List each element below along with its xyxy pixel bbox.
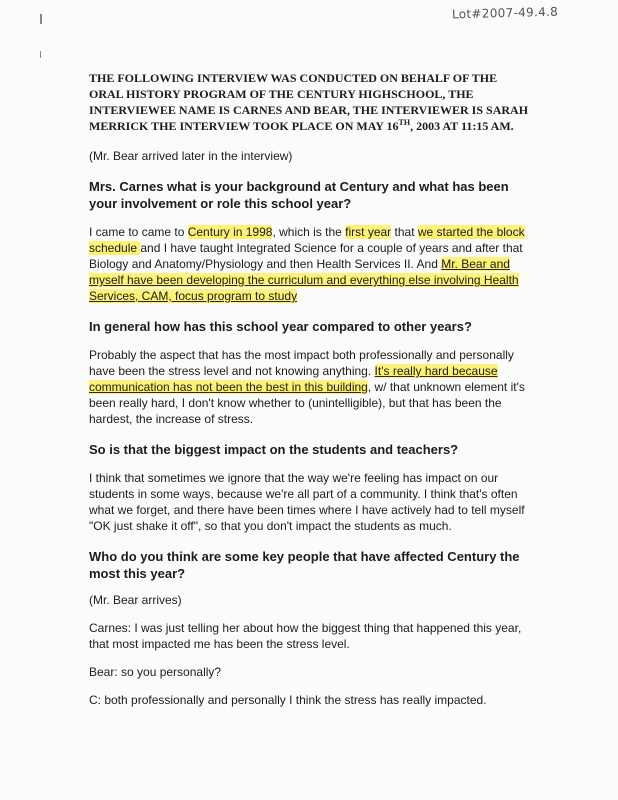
question-3: So is that the biggest impact on the students and teachers? [89,442,459,457]
answer-2 [89,347,529,427]
archive-handwritten-note: Lot#2007-49.4.8 [451,4,559,22]
interview-header [89,70,529,134]
margin-mark [40,51,41,58]
carnes-response: Carnes: I was just telling her about how the biggest thing that happened this year, that most impacted me has been the stress level. [89,621,522,651]
highlight-underlined: Mr. Bear and myself have been developing the curriculum and everything else involving Health Services, CAM, focus program to study [89,257,519,303]
highlight: we started the block schedule [89,225,525,255]
header-text: THE FOLLOWING INTERVIEW WAS CONDUCTED ON BEHALF OF THE ORAL HISTORY PROGRAM OF THE CENTURY HIGHSCHOOL, THE INTERVIEWEE NAME IS CARNES AND BEAR, THE INTERVIEWER IS SARAH MERRICK THE INTERVIEW TOOK PLACE ON MAY 16 [89,71,529,133]
arrival-note: (Mr. Bear arrived later in the interview) [89,149,293,163]
answer-text: , w/ that unknown element it's been really hard, I don't know whether to (unintelligible), but that has been the hardest, the increase of stress. [89,380,525,426]
answer-3: I think that sometimes we ignore that the way we're feeling has impact on our students in some ways, because we're all part of a community. I think that's often what we forget, and there have been times where I have actively had to tell myself "OK just shake it off", so that you don't impact the students as much. [89,471,525,533]
highlight: Century in 1998 [187,225,273,239]
header-superscript: TH [398,118,411,127]
question-2: In general how has this school year compared to other years? [89,319,472,334]
highlight: first year [345,225,392,239]
carnes-response-2: C: both professionally and personally I think the stress has really impacted. [89,693,487,707]
question-1: Mrs. Carnes what is your background at Century and what has been your involvement or role this school year? [89,179,509,211]
header-text-end: , 2003 AT 11:15 AM. [410,119,514,133]
answer-text: , which is the [272,225,346,239]
bear-arrives-note: (Mr. Bear arrives) [89,593,182,607]
answer-text: and I have taught Integrated Science for a couple of years and after that Biology and Anatomy/Physiology and then Health Services II. And [89,241,523,271]
answer-1 [89,224,529,304]
bear-response: Bear: so you personally? [89,665,222,679]
answer-text: Probably the aspect that has the most impact both professionally and personally have been the stress level and not knowing anything. [89,348,514,378]
answer-text: I came to came to [89,225,188,239]
highlight-underlined: It's really hard because communication has not been the best in this building [89,364,498,394]
answer-text: that [391,225,418,239]
transcript-body [89,70,529,708]
question-4: Who do you think are some key people that have affected Century the most this year? [89,549,520,581]
margin-mark [40,14,42,24]
